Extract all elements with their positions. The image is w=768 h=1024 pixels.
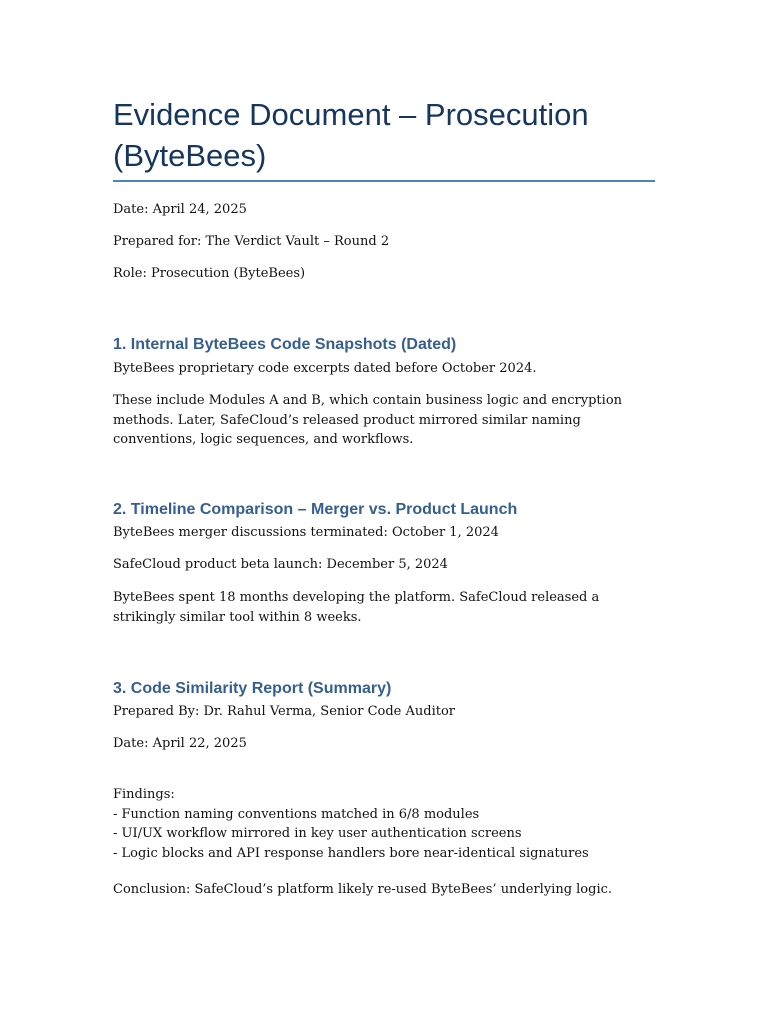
- section-3-conclusion: Conclusion: SafeCloud’s platform likely re-used ByteBees’ underlying logic.: [113, 882, 613, 897]
- section-3-prepared-by: Prepared By: Dr. Rahul Verma, Senior Code Auditor: [113, 704, 456, 719]
- section-3-heading: 3. Code Similarity Report (Summary): [113, 680, 392, 697]
- role: Role: Prosecution (ByteBees): [113, 266, 306, 281]
- title-underline: [113, 180, 655, 182]
- document-title: Evidence Document – Prosecution (ByteBees): [113, 97, 589, 173]
- section-2-heading: 2. Timeline Comparison – Merger vs. Product Launch: [113, 501, 518, 518]
- section-2-paragraph-2: SafeCloud product beta launch: December 5, 2024: [113, 557, 448, 572]
- findings-label: Findings:: [113, 787, 175, 802]
- section-1-paragraph-1: ByteBees proprietary code excerpts dated before October 2024.: [113, 361, 537, 376]
- finding-item: - UI/UX workflow mirrored in key user authentication screens: [113, 826, 522, 841]
- section-1-heading: 1. Internal ByteBees Code Snapshots (Dated): [113, 336, 457, 353]
- section-2-paragraph-1: ByteBees merger discussions terminated: October 1, 2024: [113, 525, 499, 540]
- finding-item: - Logic blocks and API response handlers bore near-identical signatures: [113, 845, 589, 861]
- finding-item: - Function naming conventions matched in 6/8 modules: [113, 806, 480, 822]
- prepared-for: Prepared for: The Verdict Vault – Round 2: [113, 234, 390, 249]
- document-date: Date: April 24, 2025: [113, 202, 247, 217]
- section-2-paragraph-3: ByteBees spent 18 months developing the platform. SafeCloud released a strikingly similar tool within 8 weeks.: [113, 590, 600, 625]
- section-3-date: Date: April 22, 2025: [113, 736, 247, 751]
- findings-block: [113, 785, 655, 863]
- section-1-paragraph-2: These include Modules A and B, which contain business logic and encryption methods. Later, SafeCloud’s released product mirrored similar naming conventions, logic sequences, and workflows.: [113, 393, 623, 447]
